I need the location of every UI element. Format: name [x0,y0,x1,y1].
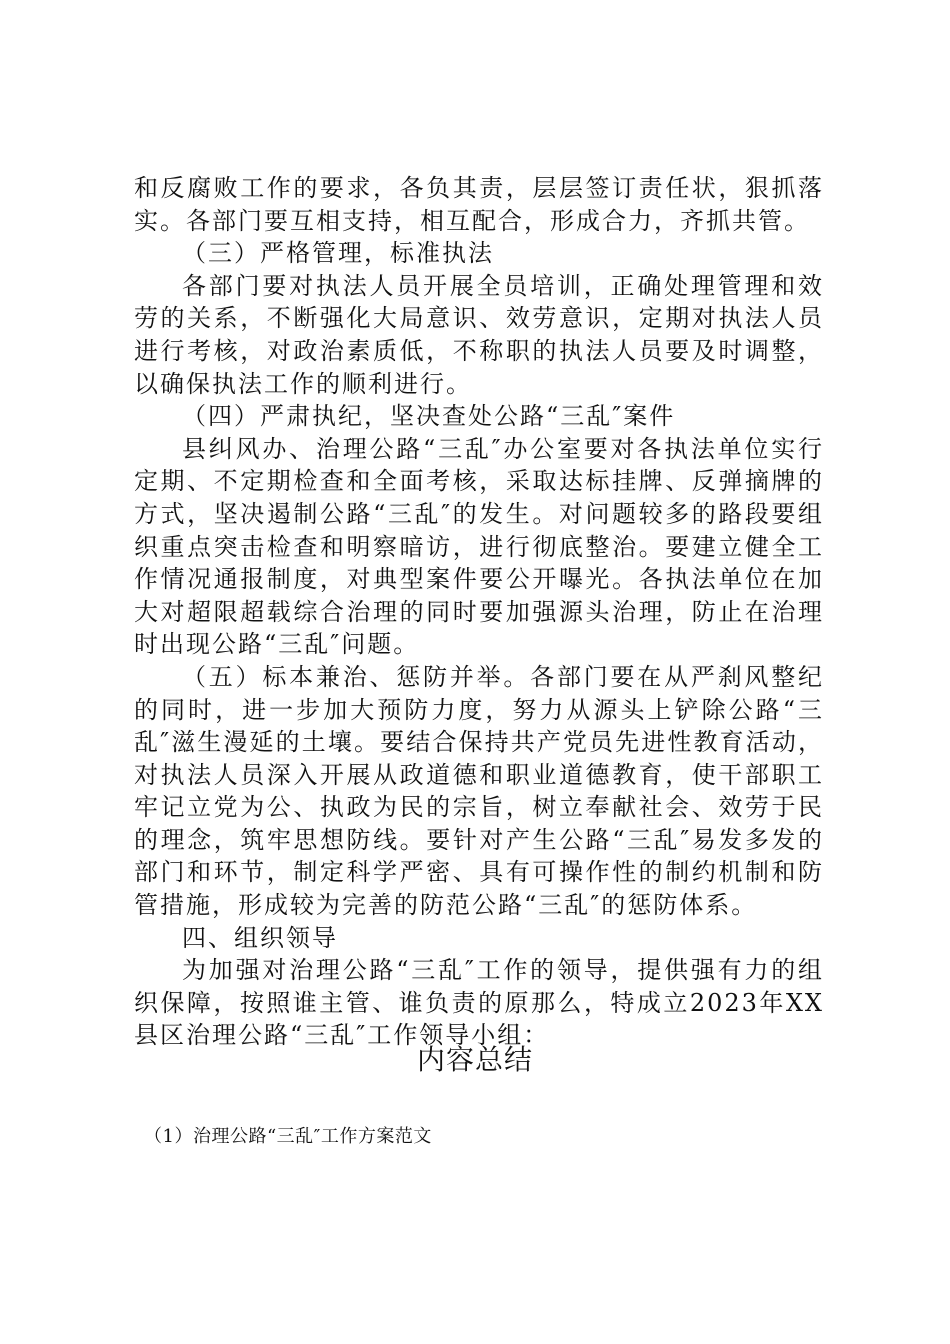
section-heading-4: （四）严肃执纪，坚决查处公路“三乱″案件 [182,402,676,431]
section-heading-3: （三）严格管理，标准执法 [182,239,494,268]
summary-title: 内容总结 [416,1043,533,1076]
document-body [134,172,824,1052]
paragraph-continuation: 和反腐败工作的要求，各负其责，层层签订责任状，狠抓落实。各部门要互相支持，相互配合，形成合力，齐抓共管。 [134,174,824,235]
paragraph-leadership: 为加强对治理公路“三乱″工作的领导，提供强有力的组织保障，按照谁主管、谁负责的原那么，特成立2023年XX县区治理公路“三乱″工作领导小组： [134,956,824,1050]
section-heading-organization: 四、组织领导 [182,923,338,952]
paragraph-prevention: （五）标本兼治、惩防并举。各部门要在从严刹风整纪的同时，进一步加大预防力度，努力从源头上铲除公路“三乱″滋生漫延的土壤。要结合保持共产党员先进性教育活动，对执法人员深入开展从政道德和职业道德教育，使干部职工牢记立党为公、执政为民的宗旨，树立奉献社会、效劳于民的理念，筑牢思想防线。要针对产生公路“三乱″易发多发的部门和环节，制定科学严密、具有可操作性的制约机制和防管措施，形成较为完善的防范公路“三乱″的惩防体系。 [134,662,824,920]
paragraph-inspection: 县纠风办、治理公路“三乱″办公室要对各执法单位实行定期、不定期检查和全面考核，采取达标挂牌、反弹摘牌的方式，坚决遏制公路“三乱″的发生。对问题较多的路段要组织重点突击检查和明察暗访，进行彻底整治。要建立健全工作情况通报制度，对典型案件要公开曝光。各执法单位在加大对超限超载综合治理的同时要加强源头治理，防止在治理时出现公路“三乱″问题。 [134,434,824,659]
paragraph-training: 各部门要对执法人员开展全员培训，正确处理管理和效劳的关系，不断强化大局意识、效劳意识，定期对执法人员进行考核，对政治素质低，不称职的执法人员要及时调整，以确保执法工作的顺利进行。 [134,271,824,398]
summary-item: （1）治理公路“三乱″工作方案范文 [144,1126,432,1147]
